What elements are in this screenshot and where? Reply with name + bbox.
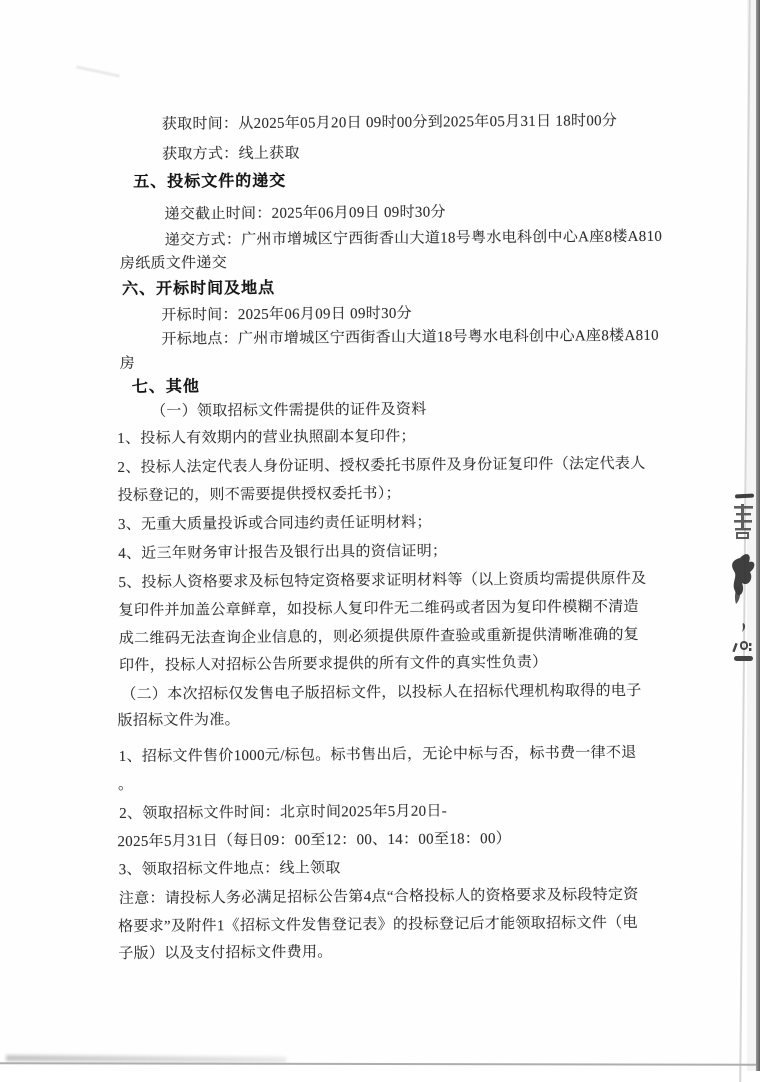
text-line: 2025年5月31日（每日09：00至12：00、14：00至18：00） <box>117 830 512 851</box>
text-line: 成二维码无法查询企业信息的，则必须提供原件查验或重新提供清晰准确的复 <box>118 626 640 648</box>
text-line: （一）领取招标文件需提供的证件及资料 <box>151 401 427 420</box>
text-line: 投标登记的，则不需要提供授权委托书）； <box>117 485 401 505</box>
text-line: 获取时间：从2025年05月20日 09时00分到2025年05月31日 18时00分 <box>161 113 618 133</box>
text-line: 2、领取招标文件时间：北京时间2025年5月20日- <box>119 803 448 823</box>
text-line: 递交方式：广州市增城区宁西街香山大道18号粤水电科创中心A座8楼A810 <box>164 228 663 249</box>
text-line: 递交截止时间：2025年06月09日 09时30分 <box>164 204 446 223</box>
text-line: 印件，投标人对招标公告所要求提供的所有文件的真实性负责） <box>118 654 548 675</box>
text-line: 房 <box>119 355 136 373</box>
text-line: 。 <box>117 776 134 794</box>
text-line: 版招标文件为准。 <box>117 712 240 730</box>
text-line: 2、投标人法定代表人身份证明、授权委托书原件及身份证复印件（法定代表人 <box>117 455 646 477</box>
text-line: 5、投标人资格要求及标包特定资格要求证明材料等（以上资质均需提供原件及 <box>118 570 647 592</box>
text-line: 注意：请投标人务必满足招标公告第4点“合格投标人的资格要求及标段特定资 <box>118 886 639 908</box>
text-line: 开标地点：广州市增城区宁西街香山大道18号粤水电科创中心A座8楼A810 <box>161 327 660 348</box>
text-line: 1、招标文件售价1000元/标包。标书售出后，无论中标与否，标书费一律不退 <box>118 744 637 766</box>
text-line: （二）本次招标仅发售电子版招标文件，以投标人在招标代理机构取得的电子 <box>121 682 642 704</box>
section-heading: 五、投标文件的递交 <box>133 172 287 191</box>
text-line: 房纸质文件递交 <box>119 255 228 273</box>
text-line: 子版）以及支付招标文件费用。 <box>118 944 333 963</box>
handwritten-ink-marks <box>725 488 760 673</box>
section-heading: 六、开标时间及地点 <box>122 279 276 299</box>
text-line: 3、无重大质量投诉或合同违约责任证明材料； <box>117 514 432 534</box>
text-line: 复印件并加盖公章鲜章，如投标人复印件无二维码或者因为复印件模糊不清造 <box>118 598 639 620</box>
text-line: 4、近三年财务审计报告及银行出具的资信证明； <box>118 543 448 563</box>
text-line: 格要求”及附件1《招标文件发售登记表》的投标登记后才能领取招标文件（电 <box>118 914 638 936</box>
text-line: 开标时间：2025年06月09日 09时30分 <box>161 305 413 324</box>
text-line: 1、投标人有效期内的营业执照副本复印件； <box>117 428 416 448</box>
text-line: 3、领取招标文件地点：线上领取 <box>118 860 341 879</box>
section-heading: 七、其他 <box>131 378 200 396</box>
text-line: 获取方式：线上获取 <box>161 145 300 163</box>
